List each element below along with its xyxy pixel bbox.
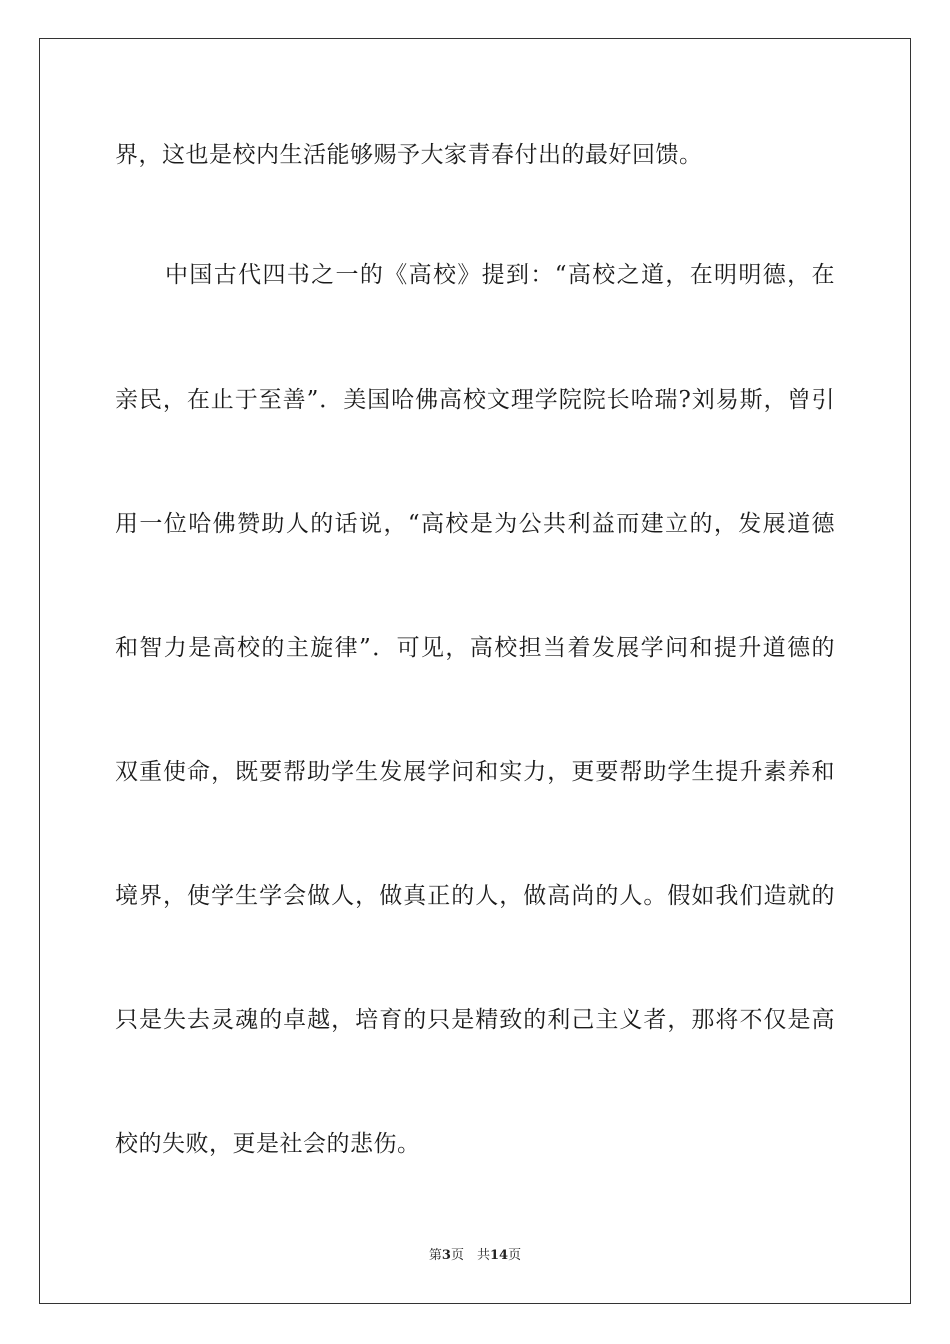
paragraph-line: 境界，使学生学会做人，做真正的人，做高尚的人。假如我们造就的 bbox=[115, 883, 835, 909]
current-page-number: 3 bbox=[441, 1248, 451, 1263]
paragraph-line: 用一位哈佛赞助人的话说，“高校是为公共利益而建立的，发展道德 bbox=[115, 511, 835, 537]
paragraph-line: 中国古代四书之一的《高校》提到：“高校之道，在明明德，在 bbox=[165, 262, 835, 288]
paragraph-line: 界，这也是校内生活能够赐予大家青春付出的最好回馈。 bbox=[115, 142, 703, 168]
paragraph-line: 和智力是高校的主旋律”．可见，高校担当着发展学问和提升道德的 bbox=[115, 635, 835, 661]
paragraph-line: 只是失去灵魂的卓越，培育的只是精致的利己主义者，那将不仅是高 bbox=[115, 1007, 835, 1033]
total-page-count: 14 bbox=[489, 1248, 509, 1263]
page-number-footer bbox=[0, 1247, 950, 1265]
paragraph-line: 双重使命，既要帮助学生发展学问和实力，更要帮助学生提升素养和 bbox=[115, 759, 835, 785]
paragraph-line: 校的失败，更是社会的悲伤。 bbox=[115, 1131, 421, 1157]
page-border bbox=[39, 38, 911, 1304]
footer-prefix: 第 bbox=[428, 1248, 442, 1263]
footer-middle: 页 共 bbox=[450, 1248, 490, 1263]
footer-suffix: 页 bbox=[508, 1248, 522, 1263]
paragraph-line: 亲民，在止于至善”．美国哈佛高校文理学院院长哈瑞?刘易斯，曾引 bbox=[115, 387, 835, 413]
